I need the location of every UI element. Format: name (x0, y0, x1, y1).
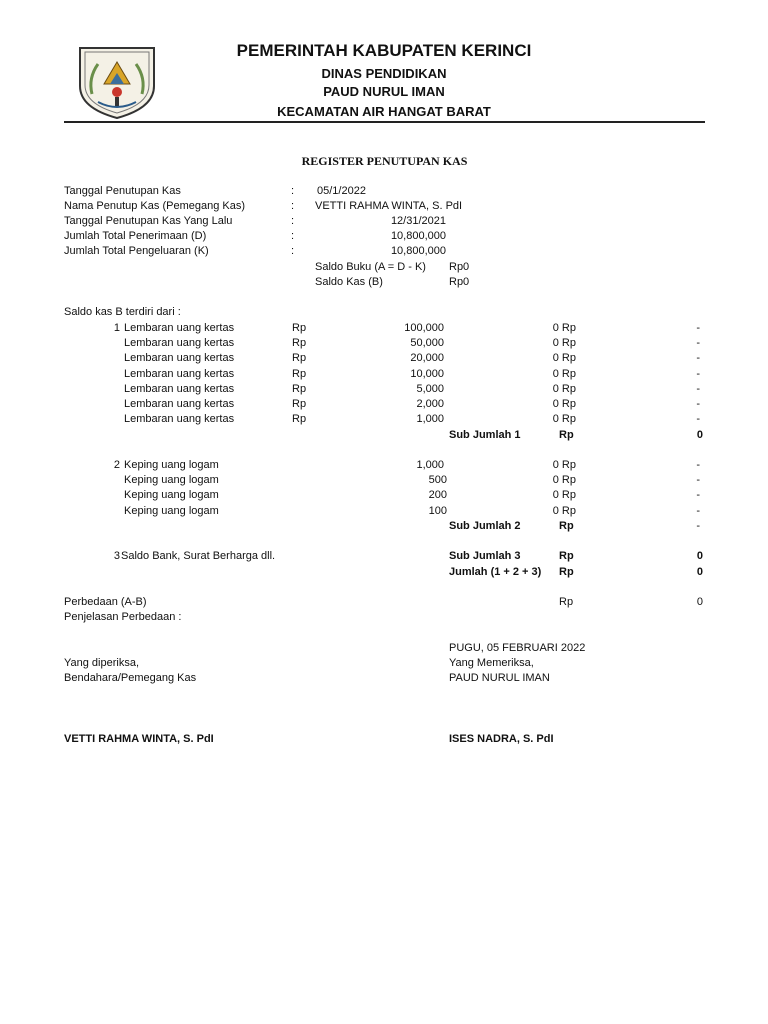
row-label: Lembaran uang kertas (124, 322, 235, 334)
row-amount: - (696, 337, 700, 349)
district-header: KECAMATAN AIR HANGAT BARAT (277, 104, 491, 119)
right-signer-role: Yang Memeriksa, (449, 657, 534, 669)
document-title: REGISTER PENUTUPAN KAS (301, 154, 468, 168)
row-denomination: 1,000 (416, 459, 444, 471)
info-label: Tanggal Penutupan Kas (64, 185, 181, 197)
group-number: 2 (113, 459, 120, 471)
left-signer-name: VETTI RAHMA WINTA, S. PdI (64, 733, 214, 745)
row-denomination: 1,000 (416, 413, 444, 425)
info-colon: : (291, 245, 295, 257)
left-signer-position: Bendahara/Pemegang Kas (64, 672, 197, 684)
info-value: VETTI RAHMA WINTA, S. PdI (315, 200, 463, 212)
row-quantity: 0 Rp (552, 368, 576, 380)
info-colon: : (291, 215, 295, 227)
row-denomination: 5,000 (416, 383, 444, 395)
info-label: Jumlah Total Penerimaan (D) (64, 230, 207, 242)
row-quantity: 0 Rp (552, 352, 576, 364)
row-denomination: 2,000 (416, 398, 444, 410)
info-label: Jumlah Total Pengeluaran (K) (64, 245, 209, 257)
row-amount: - (696, 505, 700, 517)
difference-value: 0 (696, 596, 703, 608)
info-value: 10,800,000 (390, 245, 446, 257)
info-value: 10,800,000 (390, 230, 446, 242)
row-quantity: 0 Rp (552, 322, 576, 334)
row-label: Lembaran uang kertas (124, 383, 235, 395)
row-amount: - (696, 398, 700, 410)
row-denomination: 500 (428, 474, 447, 486)
subtotal-label: Sub Jumlah 2 (449, 520, 521, 532)
row-quantity: 0 Rp (552, 474, 576, 486)
row-currency: Rp (292, 352, 307, 364)
row-denomination: 20,000 (410, 352, 444, 364)
row-quantity: 0 Rp (552, 413, 576, 425)
school-header: PAUD NURUL IMAN (323, 84, 445, 99)
row-quantity: 0 Rp (552, 489, 576, 501)
row-denomination: 100 (428, 505, 447, 517)
row-currency: Rp (292, 337, 307, 349)
row-denomination: 200 (428, 489, 447, 501)
info-colon: : (291, 230, 295, 242)
government-header: PEMERINTAH KABUPATEN KERINCI (236, 41, 532, 60)
row-currency: Rp (292, 368, 307, 380)
row-amount: - (696, 352, 700, 364)
row-label: Lembaran uang kertas (124, 398, 235, 410)
row-denomination: 10,000 (410, 368, 444, 380)
info-label: Nama Penutup Kas (Pemegang Kas) (64, 200, 245, 212)
row-label: Keping uang logam (124, 459, 219, 471)
saldo-label: Saldo Buku (A = D - K) (315, 261, 426, 273)
row-amount: - (696, 459, 700, 471)
row-label: Lembaran uang kertas (124, 352, 235, 364)
saldo-label: Saldo Kas (B) (315, 276, 383, 288)
row-denomination: 100,000 (404, 322, 444, 334)
row-currency: Rp (292, 398, 307, 410)
row-amount: - (696, 489, 700, 501)
bank-securities-label: Saldo Bank, Surat Berharga dll. (121, 550, 276, 562)
info-label: Tanggal Penutupan Kas Yang Lalu (64, 215, 233, 227)
difference-label: Perbedaan (A-B) (64, 596, 147, 608)
row-currency: Rp (292, 322, 307, 334)
group-number: 1 (113, 322, 120, 334)
saldo-intro: Saldo kas B terdiri dari : (64, 306, 181, 318)
total-label: Jumlah (1 + 2 + 3) (449, 566, 542, 578)
row-label: Lembaran uang kertas (124, 368, 235, 380)
total-currency: Rp (559, 566, 574, 578)
subtotal-value: 0 (696, 429, 703, 441)
group-number: 3 (113, 550, 120, 562)
place-date: PUGU, 05 FEBRUARI 2022 (449, 642, 586, 654)
department-header: DINAS PENDIDIKAN (321, 66, 447, 81)
kerinci-regency-logo (76, 42, 158, 120)
info-colon: : (291, 185, 295, 197)
subtotal-currency: Rp (559, 550, 574, 562)
row-label: Keping uang logam (124, 505, 219, 517)
row-amount: - (696, 474, 700, 486)
subtotal-label: Sub Jumlah 1 (449, 429, 521, 441)
row-quantity: 0 Rp (552, 398, 576, 410)
row-label: Keping uang logam (124, 489, 219, 501)
row-currency: Rp (292, 383, 307, 395)
right-signer-name: ISES NADRA, S. PdI (449, 733, 554, 745)
total-value: 0 (696, 566, 703, 578)
row-label: Keping uang logam (124, 474, 219, 486)
row-amount: - (696, 322, 700, 334)
subtotal-currency: Rp (559, 429, 574, 441)
row-denomination: 50,000 (410, 337, 444, 349)
subtotal-value: - (696, 520, 700, 532)
row-currency: Rp (292, 413, 307, 425)
info-value: 05/1/2022 (317, 185, 366, 197)
saldo-value: Rp0 (449, 276, 470, 288)
row-label: Lembaran uang kertas (124, 413, 235, 425)
row-quantity: 0 Rp (552, 383, 576, 395)
right-signer-position: PAUD NURUL IMAN (449, 672, 550, 684)
saldo-value: Rp0 (449, 261, 470, 273)
header-rule (64, 121, 705, 123)
row-amount: - (696, 383, 700, 395)
subtotal-currency: Rp (559, 520, 574, 532)
info-value: 12/31/2021 (390, 215, 446, 227)
row-quantity: 0 Rp (552, 459, 576, 471)
row-amount: - (696, 413, 700, 425)
info-colon: : (291, 200, 295, 212)
subtotal-value: 0 (696, 550, 703, 562)
row-label: Lembaran uang kertas (124, 337, 235, 349)
row-quantity: 0 Rp (552, 337, 576, 349)
row-quantity: 0 Rp (552, 505, 576, 517)
explanation-label: Penjelasan Perbedaan : (64, 611, 182, 623)
row-amount: - (696, 368, 700, 380)
left-signer-role: Yang diperiksa, (64, 657, 140, 669)
subtotal-label: Sub Jumlah 3 (449, 550, 521, 562)
difference-currency: Rp (559, 596, 574, 608)
